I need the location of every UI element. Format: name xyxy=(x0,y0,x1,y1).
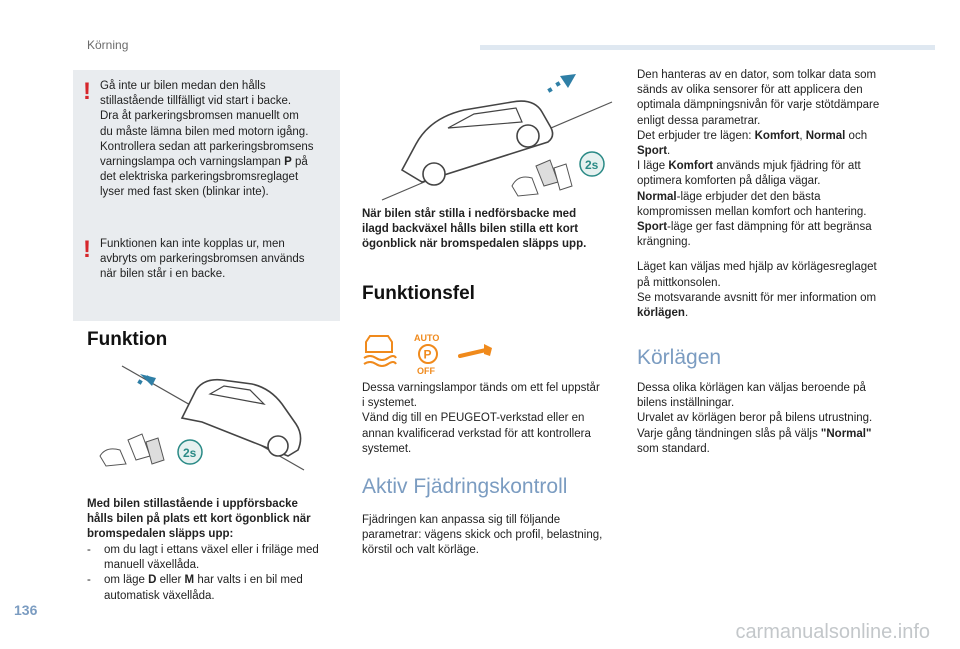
text-line: avbryts om parkeringsbromsen används xyxy=(100,253,305,266)
text-line: Sport-läge ger fast dämpning för att begränsa xyxy=(637,221,872,234)
caption-line: Med bilen stillastående i uppförsbacke xyxy=(87,498,298,510)
direction-arrow-icon xyxy=(547,74,576,93)
warning-text xyxy=(100,79,314,201)
text-line: sänds av olika sensorer för att applicera den xyxy=(637,84,863,97)
text-line: i systemet. xyxy=(362,397,417,410)
auto-park-off-icon xyxy=(414,333,439,376)
text-line xyxy=(100,155,314,170)
text-line: som standard. xyxy=(637,442,710,455)
warning-icon: ! xyxy=(83,78,91,105)
header-bar xyxy=(480,45,935,50)
warning-text xyxy=(100,237,305,283)
text-line: Se motsvarande avsnitt för mer information om xyxy=(637,291,877,304)
list-item: - om du lagt i ettans växel eller i friläge med manuell växellåda. xyxy=(87,543,347,573)
funktionsfel-heading: Funktionsfel xyxy=(362,283,475,304)
text-line: Sport. xyxy=(637,145,671,158)
lamp-label-auto: AUTO xyxy=(414,333,440,343)
svg-text:2s: 2s xyxy=(585,158,599,172)
warning-box xyxy=(73,70,340,228)
text-line: systemet. xyxy=(362,442,412,455)
warning-icon: ! xyxy=(83,236,91,263)
text-line: Dessa olika körlägen kan väljas beroende på xyxy=(637,382,866,394)
right-column-text xyxy=(637,68,937,321)
korlagen-text xyxy=(637,381,937,457)
text-line: kompromissen mellan komfort och hantering. xyxy=(637,205,867,218)
caption-line: ögonblick när bromspedalen släpps upp. xyxy=(362,238,587,251)
text-line: optimera komforten på dåliga vägar. xyxy=(637,175,821,188)
text-line: Dra åt parkeringsbromsen manuellt om xyxy=(100,110,299,123)
caption-line: När bilen står stilla i nedförsbacke med xyxy=(362,208,577,220)
text-line: optimala dämpningsnivån för varje stötdämpare xyxy=(637,99,880,112)
text-line: Gå inte ur bilen medan den hålls xyxy=(100,80,266,92)
caption-line: hålls bilen på plats ett kort ögonblick när xyxy=(87,513,311,526)
wrench-icon xyxy=(460,344,492,356)
text-line: lyser med fast sken (blinkar inte). xyxy=(100,186,269,199)
bold-text: P xyxy=(284,156,292,169)
text-line: Det erbjuder tre lägen: Komfort, Normal och xyxy=(637,129,868,142)
warning-box xyxy=(73,228,340,321)
text-line: Fjädringen kan anpassa sig till följande xyxy=(362,514,561,526)
pedals-icon xyxy=(100,434,164,466)
timer-2s-icon xyxy=(178,440,202,464)
uphill-list xyxy=(87,543,347,604)
korlagen-heading: Körlägen xyxy=(637,346,722,369)
text-line: Urvalet av körlägen beror på bilens utrustning. xyxy=(637,412,873,425)
text-line: på mittkonsolen. xyxy=(637,276,721,289)
aktiv-heading-wrap xyxy=(362,475,567,499)
downhill-caption xyxy=(362,207,586,253)
text-line: parametrar: vägens skick och profil, belastning, xyxy=(362,529,603,542)
caption-line: ilagd backväxel hålls bilen stilla ett kort xyxy=(362,223,579,236)
funktionsfel-text xyxy=(362,381,600,457)
funktion-heading-wrap xyxy=(87,329,167,351)
uphill-illustration xyxy=(92,360,332,478)
list-item: - om läge D eller M har valts i en bil med automatisk växellåda. xyxy=(87,573,347,603)
section-header: Körning xyxy=(87,38,129,52)
suspension-fault-icon xyxy=(364,336,396,366)
text-line: stillastående tillfälligt vid start i backe. xyxy=(100,95,292,108)
korlagen-heading-wrap xyxy=(637,346,721,370)
text-line: körlägen. xyxy=(637,307,689,320)
svg-text:2s: 2s xyxy=(183,446,197,460)
text-span: varningslampa och varningslampan xyxy=(100,156,285,169)
warning-lamps xyxy=(362,332,502,378)
text-line: I läge Komfort används mjuk fjädring för att xyxy=(637,160,861,173)
text-line: när bilen står i en backe. xyxy=(100,268,226,281)
text-line: Den hanteras av en dator, som tolkar data som xyxy=(637,69,877,81)
text-line: krängning. xyxy=(637,236,691,249)
text-line: bilens inställningar. xyxy=(637,397,735,410)
uphill-caption xyxy=(87,497,311,543)
lamp-label-p: P xyxy=(423,347,432,362)
text-line: Läget kan väljas med hjälp av körlägesreglaget xyxy=(637,261,877,274)
text-line: Vänd dig till en PEUGEOT-verkstad eller en xyxy=(362,412,585,425)
downhill-illustration xyxy=(372,70,617,205)
text-line: Kontrollera sedan att parkeringsbromsens xyxy=(100,140,314,153)
text-line: enligt dessa parametrar. xyxy=(637,114,761,127)
text-line: Funktionen kan inte kopplas ur, men xyxy=(100,238,285,250)
page-number: 136 xyxy=(14,602,38,618)
text-line: körstil och valt körläge. xyxy=(362,544,479,557)
text-line: det elektriska parkeringsbromsreglaget xyxy=(100,171,299,184)
text-span: på xyxy=(291,156,308,169)
aktiv-text xyxy=(362,513,602,559)
text-line: du måste lämna bilen med motorn igång. xyxy=(100,125,309,138)
funktionsfel-heading-wrap xyxy=(362,283,475,305)
pedals-icon xyxy=(512,160,572,196)
watermark: carmanualsonline.info xyxy=(735,621,930,643)
text-line: annan kvalificerad verkstad för att kontrollera xyxy=(362,427,591,440)
text-line: Dessa varningslampor tänds om ett fel uppstår xyxy=(362,382,600,394)
text-line: Normal-läge erbjuder det den bästa xyxy=(637,190,821,203)
aktiv-heading: Aktiv Fjädringskontroll xyxy=(362,475,568,498)
lamp-label-off: OFF xyxy=(417,366,435,376)
caption-line: bromspedalen släpps upp: xyxy=(87,528,234,541)
funktion-heading: Funktion xyxy=(87,329,168,350)
text-line: Varje gång tändningen slås på väljs "Normal" xyxy=(637,427,872,440)
timer-2s-icon xyxy=(580,152,604,176)
